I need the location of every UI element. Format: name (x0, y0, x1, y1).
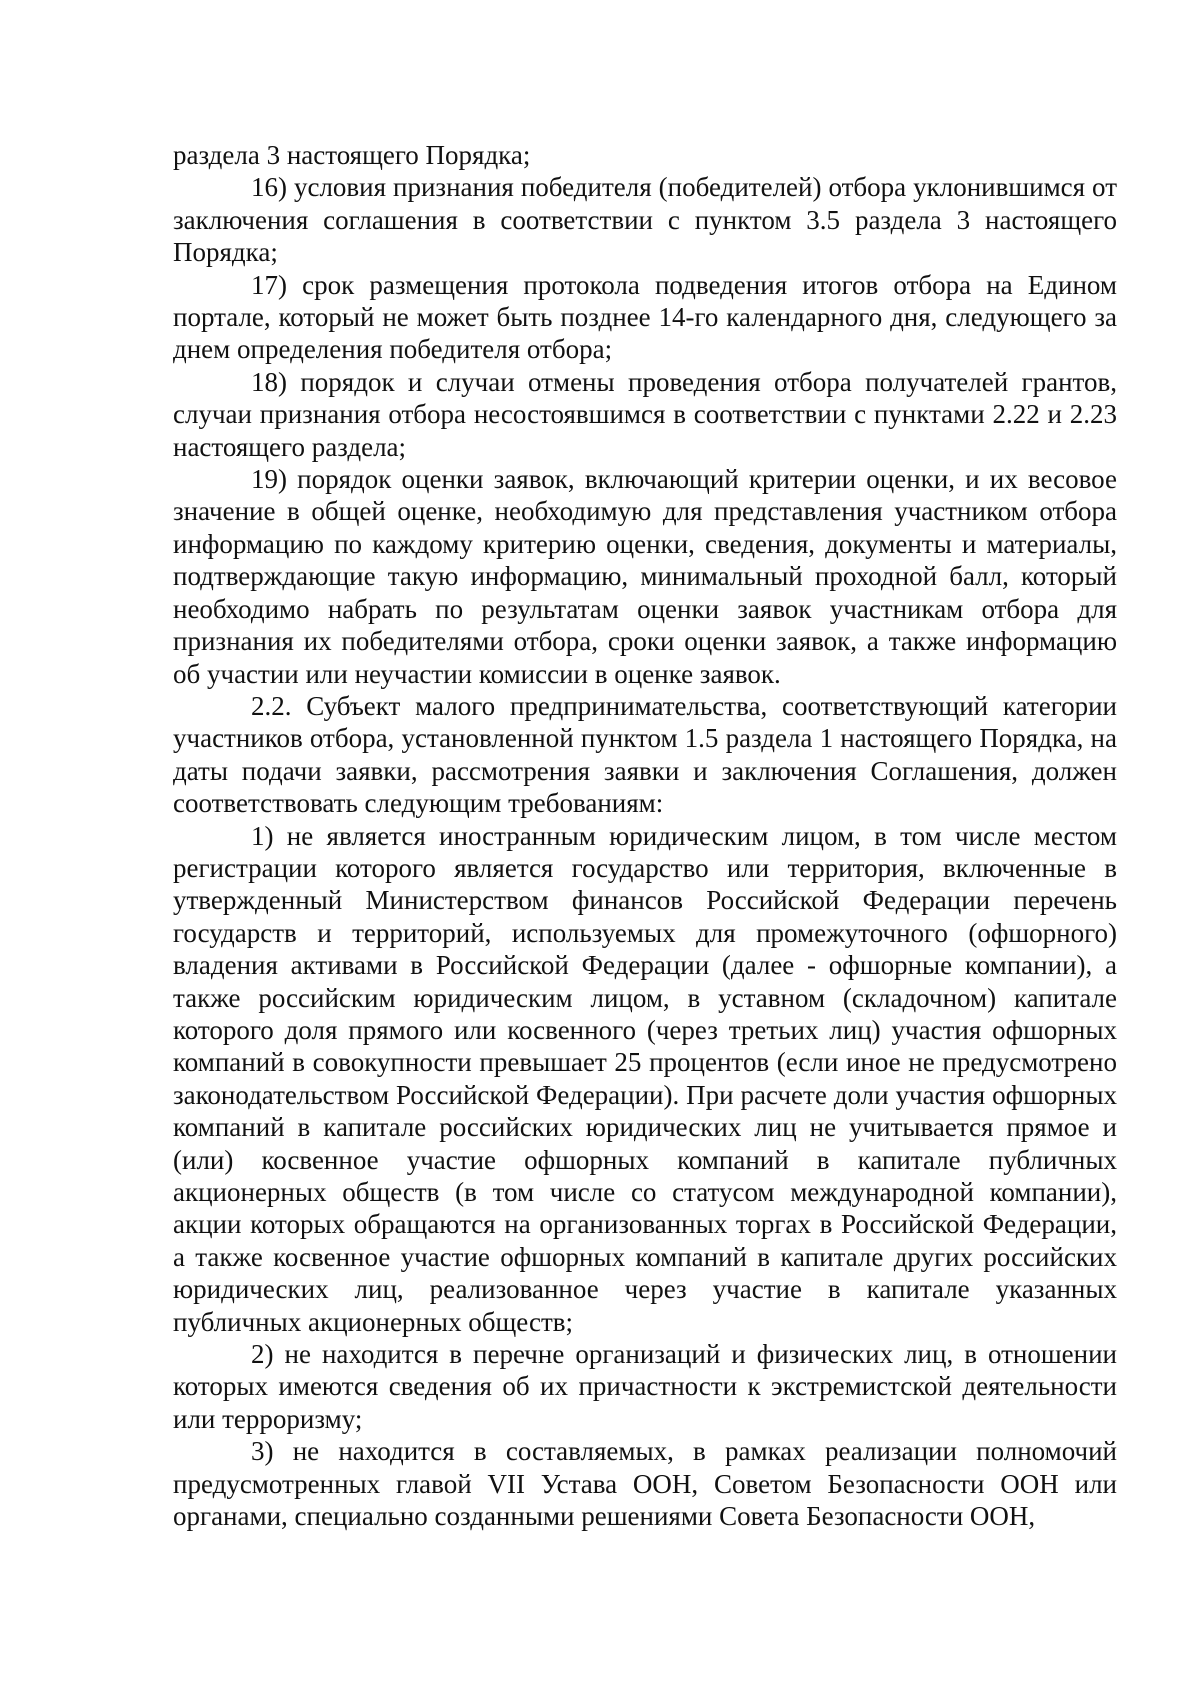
paragraph-item-19: 19) порядок оценки заявок, включающий критерии оценки, и их весовое значение в общей оценке, необходимую для представления участником отбора информацию по каждому критерию оценки, сведения, документы и материалы, подтверждающие такую информацию, минимальный проходной балл, который необходимо набрать по результатам оценки заявок участникам отбора для признания их победителями отбора, сроки оценки заявок, а также информацию об участии или неучастии комиссии в оценке заявок. (173, 464, 1117, 689)
paragraph-item-18: 18) порядок и случаи отмены проведения отбора получателей грантов, случаи признания отбора несостоявшимся в соответствии с пунктами 2.22 и 2.23 настоящего раздела; (173, 366, 1117, 462)
document-body (173, 139, 1117, 1532)
paragraph-requirement-1: 1) не является иностранным юридическим лицом, в том числе местом регистрации которого является государство или территория, включенные в утвержденный Министерством финансов Российской Федерации перечень государств и территорий, используемых для промежуточного (офшорного) владения активами в Российской Федерации (далее - офшорные компании), а также российским юридическим лицом, в уставном (складочном) капитале которого доля прямого или косвенного (через третьих лиц) участия офшорных компаний в совокупности превышает 25 процентов (если иное не предусмотрено законодательством Российской Федерации). При расчете доли участия офшорных компаний в капитале российских юридических лиц не учитывается прямое и (или) косвенное участие офшорных компаний в капитале публичных акционерных обществ (в том числе со статусом международной компании), акции которых обращаются на организованных торгах в Российской Федерации, а также косвенное участие офшорных компаний в капитале других российских юридических лиц, реализованное через участие в капитале указанных публичных акционерных обществ; (173, 820, 1117, 1337)
paragraph-item-16: 16) условия признания победителя (победителей) отбора уклонившимся от заключения соглашения в соответствии с пунктом 3.5 раздела 3 настоящего Порядка; (173, 172, 1117, 268)
paragraph-requirement-2: 2) не находится в перечне организаций и физических лиц, в отношении которых имеются сведения об их причастности к экстремистской деятельности или терроризму; (173, 1339, 1117, 1434)
paragraph-section-2-2: 2.2. Субъект малого предпринимательства, соответствующий категории участников отбора, установленной пунктом 1.5 раздела 1 настоящего Порядка, на даты подачи заявки, рассмотрения заявки и заключения Соглашения, должен соответствовать следующим требованиям: (173, 690, 1117, 819)
paragraph-item-17: 17) срок размещения протокола подведения итогов отбора на Едином портале, который не может быть позднее 14-го календарного дня, следующего за днем определения победителя отбора; (173, 269, 1117, 365)
paragraph-continuation: раздела 3 настоящего Порядка; (173, 140, 531, 170)
paragraph-requirement-3: 3) не находится в составляемых, в рамках реализации полномочий предусмотренных главой VII Устава ООН, Советом Безопасности ООН или органами, специально созданными решениями Совета Безопасности ООН, (173, 1436, 1117, 1532)
